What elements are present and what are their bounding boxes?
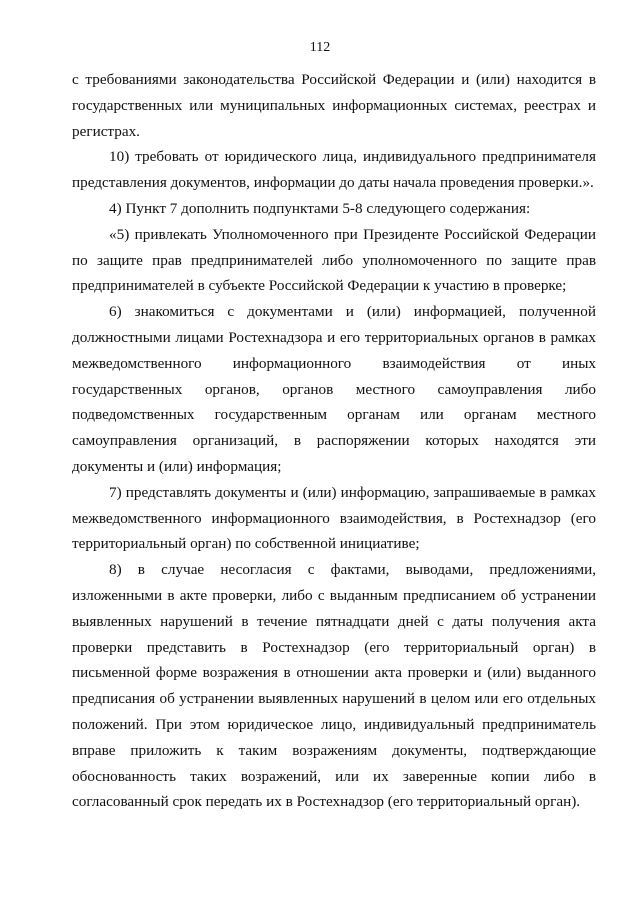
paragraph-amendment-4: 4) Пункт 7 дополнить подпунктами 5-8 следующего содержания: [109, 199, 531, 217]
paragraph-continuation: с требованиями законодательства Российской Федерации и (или) находится в государственных или муниципальных информационных системах, реестрах и регистрах. [72, 71, 596, 140]
page-number: 112 [309, 40, 331, 55]
paragraph-item-7: 7) представлять документы и (или) информацию, запрашиваемые в рамках межведомственного информационного взаимодействия, в Ростехнадзор (его территориальный орган) по собственной инициативе; [72, 483, 596, 553]
paragraph-item-10: 10) требовать от юридического лица, индивидуального предпринимателя представления документов, информации до даты начала проведения проверки.». [72, 148, 596, 192]
paragraph-item-8: 8) в случае несогласия с фактами, выводами, предложениями, изложенными в акте проверки, либо с выданным предписанием об устранении выявленных нарушений в течение пятнадцати дней с даты получения акта проверки представить в Ростехнадзор (его территориальный орган) в письменной форме возражения в отношении акта проверки и (или) выданного предписания об устранении выявленных нарушений в целом или его отдельных положений. При этом юридическое лицо, индивидуальный предприниматель вправе приложить к таким возражениям документы, подтверждающие обоснованность таких возражений, или их заверенные копии либо в согласованный срок передать их в Ростехнадзор (его территориальный орган). [72, 561, 596, 811]
paragraph-item-6: 6) знакомиться с документами и (или) информацией, полученной должностными лицами Ростехнадзора и его территориальных органов в рамках межведомственного информационного взаимодействия от иных государственных органов, органов местного самоуправления либо подведомственных государственным органам или органам местного самоуправления организаций, в распоряжении которых находятся эти документы и (или) информация; [72, 303, 596, 475]
paragraph-item-5: «5) привлекать Уполномоченного при Президенте Российской Федерации по защите прав предпринимателей либо уполномоченного по защите прав предпринимателей в субъекте Российской Федерации к участию в проверке; [72, 225, 596, 295]
document-body [72, 67, 596, 815]
